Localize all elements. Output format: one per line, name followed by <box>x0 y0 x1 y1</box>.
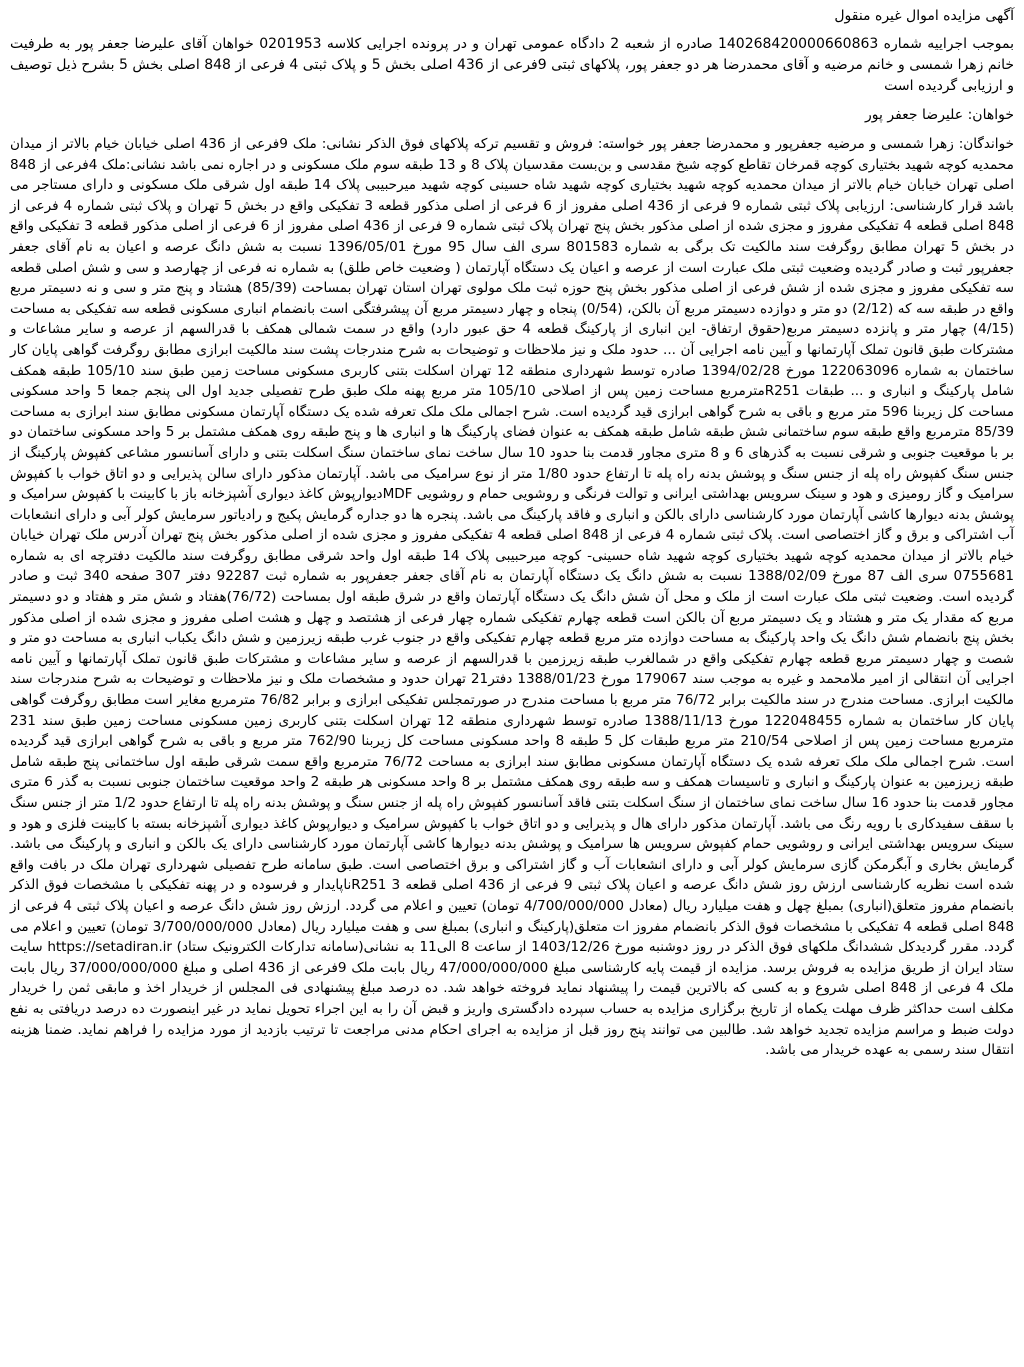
notice-body: خواندگان: زهرا شمسی و مرضیه جعفرپور و محمدرضا جعفر پور خواسته: فروش و تقسیم ترکه پلاکهای فوق الذکر نشانی: ملک 9فرعی از 436 اصلی خیابان خیام بالاتر از میدان محمدیه کوچه شهید بختیاری کوچه قمرخان تقاطع کوچه شیخ مقدسی و بن‌بست مقدسیان پلاک 8 و 13 طبقه سوم ملک مسکونی و در اجاره نمی باشد نشانی:ملک 4فرعی از 848 اصلی تهران خیابان خیام بالاتر از میدان محمدیه کوچه شهید بختیاری کوچه شهید شاه حسینی کوچه شهید میرحبیبی پلاک 14 طبقه اول شرقی ملک مسکونی و دارای مستاجر می باشد قرار کارشناسی: ارزیابی پلاک ثبتی شماره 9 فرعی از 436 اصلی مفروز از 6 فرعی از اصلی مذکور قطعه 3 تفکیکی واقع در بخش 5 تهران و پلاک ثبتی شماره 4 فرعی از 848 اصلی قطعه 4 تفکیکی مفروز و مجزی شده از اصلی مذکور بخش پنج تهران پلاک ثبتی شماره 9 فرعی از 436 اصلی مفروز از 6 فرعی از اصلی مذکور قطعه 3 تفکیکی واقع در بخش 5 تهران مطابق روگرفت سند مالکیت تک برگی به شماره 801583 سری الف سال 95 مورخ 1396/05/01 نسبت به شش دانگ عرصه و اعیان به نام آقای جعفر جعفرپور ثبت و صادر گردیده وضعیت ثبتی ملک عبارت است از عرصه و اعیان یک دستگاه آپارتمان ( وضعیت خاص طلق) به شماره نه فرعی از چهارصد و سی و شش اصلی قطعه سه تفکیکی مفروز و مجزی شده از شش فرعی از اصلی مذکور بخش پنج حوزه ثبت ملک مولوی تهران استان تهران بمساحت (85/39) هشتاد و پنج متر و سی و نه دسیمتر مربع واقع در طبقه سه که (2/12) دو متر و دوازده دسیمتر مربع آن بالکن، (0/54) پنجاه و چهار دسیمتر مربع آن پیشرفتگی است بانضمام انباری مسکونی قطعه سه تفکیکی به مساحت (4/15) چهار متر و پانزده دسیمتر مربع(حقوق ارتفاق- این انباری از پارکینگ قطعه 4 حق عبور دارد) واقع در سمت شمالی همکف با قدرالسهم از عرصه و سایر مشاعات و مشترکات طبق قانون تملک آپارتمانها و آیین نامه اجرایی آن ... حدود ملک و نیز ملاحظات و توضیحات به شرح مندرجات پشت سند مالکیت ابرازی مطابق روگرفت گواهی پایان کار ساختمان به شماره 122063096 مورخ 1394/02/28 صادره توسط شهرداری منطقه 12 تهران اسکلت بتنی کاربری مسکونی مساحت زمین طبق سند 105/10 طبقه همکف شامل پارکینگ و انباری و ... طبقات R251مترمربع مساحت زمین پس از اصلاحی 105/10 متر مربع پهنه ملک طبق طرح تفصیلی جدید اول الی پنجم جمعا 5 واحد مسکونی مساحت کل زیربنا 596 متر مربع و باقی به شرح گواهی ابرازی قید گردیده است. شرح اجمالی ملک ملک تعرفه شده یک دستگاه آپارتمان مسکونی مطابق سند ابرازی به مساحت 85/39 مترمربع واقع طبقه سوم ساختمانی شش طبقه شامل طبقه همکف به عنوان فضای پارکینگ ها و انباری ها و پنج طبقه روی همکف مشتمل بر 5 واحد مسکونی ساختمان دو بر با موقعیت جنوبی و شرقی نسبت به گذرهای 6 و 8 متری مجاور قدمت بنا حدود 10 سال ساخت نمای ساختمان سنگ اسکلت بتنی و دارای آسانسور مشاعی کفپوش پارکینگ از جنس سنگ کفپوش راه پله از جنس سنگ و پوشش بدنه راه پله تا ارتفاع حدود 1/80 متر از نوع سرامیک می باشد. آپارتمان مذکور دارای سالن پذیرایی و دو اتاق خواب با کفپوش سرامیک و گاز رومیزی و هود و سینک سرویس بهداشتی ایرانی و توالت فرنگی و روشویی حمام و روشویی MDFدیوارپوش کاغذ دیواری آشپزخانه باز با کابینت با کفپوش سرامیک و پوشش بدنه دیوارها کاشی آپارتمان مورد کارشناسی دارای بالکن و انباری و فاقد پارکینگ می باشد. پنجره ها دو جداره گرمایش پکیج و رادیاتور سرمایش کولر آبی و دارای انشعابات آب اشتراکی و برق و گاز اختصاصی است. پلاک ثبتی شماره 4 فرعی از 848 اصلی قطعه 4 تفکیکی مفروز و مجزی شده از اصلی مذکور بخش پنج تهران آدرس ملک تهران خیابان خیام بالاتر از میدان محمدیه کوچه شهید بختیاری کوچه شهید شاه حسینی- کوچه میرحبیبی پلاک 14 طبقه اول واحد شرقی مطابق روگرفت سند مالکیت دفترچه ای به شماره 0755681 سری الف 87 مورخ 1388/02/09 نسبت به شش دانگ یک دستگاه آپارتمان به نام آقای جعفر جعفرپور به شماره ثبت 92287 دفتر 307 صفحه 340 ثبت و صادر گردیده است. وضعیت ثبتی ملک عبارت است از ملک و محل آن شش دانگ یک دستگاه آپارتمان واقع در شرق طبقه اول بمساحت (76/72)هفتاد و شش متر و هفتاد و دو دسیمتر مربع که مقدار یک متر و هشتاد و یک دسیمتر مربع آن بالکن است قطعه چهارم تفکیکی شماره چهار فرعی از هشتصد و چهل و هشت اصلی مفروز و مجزی شده از اصلی مذکور بخش پنج بانضمام شش دانگ یک واحد پارکینگ به مساحت دوازده متر مربع قطعه چهارم تفکیکی واقع در جنوب غرب طبقه زیرزمین و شش دانگ یکباب انباری به مساحت دو متر و شصت و چهار دسیمتر مربع قطعه چهارم تفکیکی واقع در شمالغرب طبقه زیرزمین با قدرالسهم از عرصه و سایر مشاعات و مشترکات طبق قانون تملک آپارتمانها و آیین نامه اجرایی آن انتقالی از امیر ملامحمد و غیره به موجب سند 179067 مورخ 1388/01/23 دفتر21 تهران حدود و مشخصات ملک و نیز ملاحظات و توضیحات به شرح مندرجات سند مالکیت ابرازی. مساحت مندرج در سند مالکیت برابر 76/72 متر مربع با مساحت مندرج در صورتمجلس تفکیکی ابرازی و برابر 76/82 مترمربع مغایر است مطابق روگرفت گواهی پایان کار ساختمان به شماره 122048455 مورخ 1388/11/13 صادره توسط شهرداری منطقه 12 تهران اسکلت بتنی کاربری زمین مسکونی مساحت زمین طبق سند 231 مترمربع مساحت زمین پس از اصلاحی 210/54 متر مربع طبقات کل 5 طبقه 8 واحد مسکونی مساحت کل زیربنا 762/90 متر مربع و باقی به شرح گواهی ابرازی قید گردیده است. شرح اجمالی ملک ملک تعرفه شده یک دستگاه آپارتمان مسکونی مطابق سند ابرازی به مساحت 76/72 مترمربع واقع سمت شرقی طبقه اول ساختمانی پنج طبقه شامل طبقه زیرزمین به عنوان پارکینگ و انباری و تاسیسات همکف و سه طبقه روی همکف مشتمل بر 8 واحد مسکونی هر طبقه 2 واحد موقعیت ساختمان جنوبی نسبت به گذر 6 متری مجاور قدمت بنا حدود 16 سال ساخت نمای ساختمان از سنگ اسکلت بتنی فاقد آسانسور کفپوش راه پله از جنس سنگ و پوشش بدنه راه پله تا ارتفاع حدود 1/2 متر از جنس سنگ با سقف سفیدکاری با رویه رنگ می باشد. آپارتمان مذکور دارای هال و پذیرایی و دو اتاق خواب با کفپوش سرامیک و دیوارپوش کاغذ دیواری آشپزخانه بسته با کابینت فلزی و هود و سینک سرویس بهداشتی ایرانی و روشویی حمام کفپوش سرویس ها سرامیک و پوشش بدنه دیوارها کاشی آپارتمان مورد کارشناسی دارای یک بالکن و انباری و پارکینگ می باشد. گرمایش بخاری و آبگرمکن گازی سرمایش کولر آبی و دارای انشعابات آب و گاز اشتراکی و برق اختصاصی است. طبق سامانه طرح تفصیلی شهرداری تهران ملک در بافت واقع شده است نظریه کارشناسی ارزش روز شش دانگ عرصه و اعیان پلاک ثبتی 9 فرعی از 436 اصلی قطعه 3 R251ناپایدار و فرسوده و در پهنه تفکیکی با مشخصات فوق الذکر بانضمام مفروز متعلق(انباری) بمبلغ چهل و هفت میلیارد ریال (معادل 4/700/000/000 تومان) تعیین و اعلام می گردد. ارزش روز شش دانگ عرصه و اعیان پلاک ثبتی 4 فرعی از 848 اصلی قطعه 4 تفکیکی با مشخصات فوق الذکر بانضمام مفروز ات متعلق(پارکینگ و انباری) بمبلغ سی و هفت میلیارد ریال (معادل 3/700/000/000 تومان) تعیین و اعلام می گردد. مقرر گردیدکل ششدانگ ملکهای فوق الذکر در روز دوشنبه مورخ 1403/12/26 از ساعت 8 الی11 به نشانی(سامانه تدارکات الکترونیک ستاد) https://setadiran.ir سایت ستاد ایران از طریق مزایده به فروش برسد. مزایده از قیمت پایه کارشناسی مبلغ 47/000/000/000 ریال بابت ملک 9فرعی از 436 اصلی و مبلغ 37/000/000/000 ریال بابت ملک 4 فرعی از 848 اصلی شروع و به کسی که بالاترین قیمت را پیشنهاد نماید فروخته خواهد شد. ده درصد مبلغ پیشنهادی فی المجلس از خریدار اخذ و مابقی ثمن را خریدار مکلف است حداکثر ظرف مهلت یکماه از تاریخ برگزاری مزایده به حساب سپرده دادگستری واریز و قبض آن را به این اجراء تحویل نماید در غیر اینصورت ده درصد دریافتی به نفع دولت ضبط و مراسم مزایده تجدید خواهد شد. طالبین می توانند پنج روز قبل از مزایده به اجرای احکام مدنی مراجعت تا ترتیب بازدید از مورد مزایده را فراهم نماید. ضمنا هزینه انتقال سند رسمی به عهده خریدار می باشد. <box>10 136 1015 1059</box>
notice-intro: بموجب اجراییه شماره 140268420000660863 صادره از شعبه 2 دادگاه عمومی تهران و در پرونده اجرایی کلاسه 0201953 خواهان آقای علیرضا جعفر پور به طرفیت خانم زهرا شمسی و خانم مرضیه و آقای محمدرضا هر دو جعفر پور، پلاکهای ثبتی 9فرعی از 436 اصلی بخش 5 و پلاک ثبتی 4 فرعی از 848 اصلی بخش 5 بشرح ذیل توصیف و ارزیابی گردیده است <box>10 36 1015 94</box>
notice-petitioner: خواهان: علیرضا جعفر پور <box>865 107 1014 123</box>
notice-title: آگهی مزایده اموال غیره منقول <box>834 8 1014 24</box>
